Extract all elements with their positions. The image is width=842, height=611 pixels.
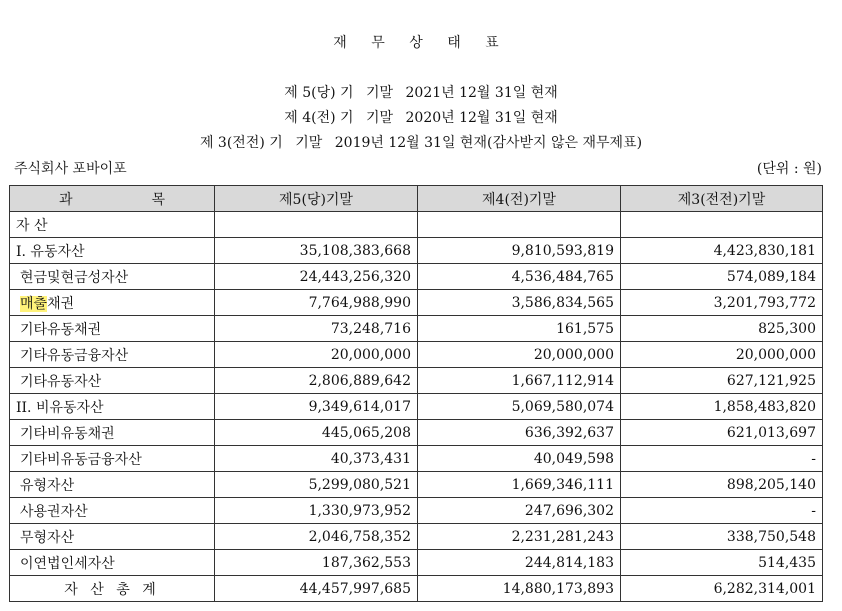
period-term: 기말: [295, 135, 323, 151]
value-current: 24,443,256,320: [215, 264, 418, 290]
value-current: 187,362,553: [215, 550, 418, 576]
period-label: 제 4(전) 기: [284, 110, 354, 126]
document-title: 재 무 상 태 표: [333, 35, 509, 51]
period-prior-prior: [0, 132, 842, 152]
table-row: [10, 446, 823, 472]
table-header-row: [10, 186, 823, 212]
value-current: 9,349,614,017: [215, 394, 418, 420]
value-prior-prior: 3,201,793,772: [621, 290, 823, 316]
row-label: 기타유동자산: [10, 368, 215, 394]
table-row-total: [10, 576, 823, 602]
value-prior: 3,586,834,565: [418, 290, 621, 316]
period-label: 제 5(당) 기: [284, 85, 354, 101]
table-row: [10, 472, 823, 498]
row-label: 무형자산: [10, 524, 215, 550]
value-prior: 14,880,173,893: [418, 576, 621, 602]
value-current: 5,299,080,521: [215, 472, 418, 498]
value-prior-prior: 4,423,830,181: [621, 238, 823, 264]
table-row: [10, 290, 823, 316]
table-row: [10, 524, 823, 550]
value-prior: 5,069,580,074: [418, 394, 621, 420]
table-row: [10, 550, 823, 576]
value-prior: 2,231,281,243: [418, 524, 621, 550]
row-label: 유형자산: [10, 472, 215, 498]
value-prior: [418, 212, 621, 238]
row-label: II. 비유동자산: [10, 394, 215, 420]
value-prior: 1,667,112,914: [418, 368, 621, 394]
unit-label: (단위 : 원): [756, 161, 822, 177]
period-term: 기말: [366, 85, 394, 101]
value-current: 2,806,889,642: [215, 368, 418, 394]
value-prior-prior: 338,750,548: [621, 524, 823, 550]
value-prior: 1,669,346,111: [418, 472, 621, 498]
highlighted-text: 매출: [20, 295, 48, 312]
table-row: [10, 342, 823, 368]
value-current: 20,000,000: [215, 342, 418, 368]
value-prior-prior: 574,089,184: [621, 264, 823, 290]
value-prior: 20,000,000: [418, 342, 621, 368]
value-prior-prior: 1,858,483,820: [621, 394, 823, 420]
value-prior-prior: 627,121,925: [621, 368, 823, 394]
header-col-current: 제5(당)기말: [215, 186, 418, 212]
value-prior: 244,814,183: [418, 550, 621, 576]
value-current: 2,046,758,352: [215, 524, 418, 550]
value-current: 44,457,997,685: [215, 576, 418, 602]
value-prior: 9,810,593,819: [418, 238, 621, 264]
table-row: [10, 394, 823, 420]
value-prior-prior: 20,000,000: [621, 342, 823, 368]
table-row: [10, 420, 823, 446]
period-term: 기말: [366, 110, 394, 126]
period-date: 2021년 12월 31일 현재: [405, 85, 558, 101]
value-current: 445,065,208: [215, 420, 418, 446]
table-row: [10, 212, 823, 238]
value-prior: 247,696,302: [418, 498, 621, 524]
value-prior-prior: 825,300: [621, 316, 823, 342]
row-label: 기타비유동채권: [10, 420, 215, 446]
value-prior-prior: 514,435: [621, 550, 823, 576]
value-prior-prior: -: [621, 498, 823, 524]
row-label: 자 산 총 계: [10, 576, 215, 602]
value-prior: 161,575: [418, 316, 621, 342]
value-prior-prior: 6,282,314,001: [621, 576, 823, 602]
row-label: 사용권자산: [10, 498, 215, 524]
company-name: 주식회사 포바이포: [14, 161, 127, 177]
period-prior: [0, 107, 842, 127]
table-row: [10, 368, 823, 394]
row-label: 자 산: [10, 212, 215, 238]
row-label: 현금및현금성자산: [10, 264, 215, 290]
header-col-prior-prior: 제3(전전)기말: [621, 186, 823, 212]
header-col-prior: 제4(전)기말: [418, 186, 621, 212]
value-current: 40,373,431: [215, 446, 418, 472]
period-current: [0, 82, 842, 102]
value-prior: 40,049,598: [418, 446, 621, 472]
value-prior: 636,392,637: [418, 420, 621, 446]
period-date: 2019년 12월 31일 현재(감사받지 않은 재무제표): [334, 135, 643, 151]
header-subject-a: 과: [59, 191, 73, 208]
value-prior-prior: 621,013,697: [621, 420, 823, 446]
row-label: 기타유동채권: [10, 316, 215, 342]
period-label: 제 3(전전) 기: [199, 135, 283, 151]
value-prior-prior: [621, 212, 823, 238]
value-current: [215, 212, 418, 238]
row-label: 기타비유동금융자산: [10, 446, 215, 472]
row-label: 기타유동금융자산: [10, 342, 215, 368]
value-current: 35,108,383,668: [215, 238, 418, 264]
value-prior-prior: 898,205,140: [621, 472, 823, 498]
row-label: [10, 290, 215, 316]
balance-sheet-table: [9, 185, 823, 602]
row-label-rest: 채권: [47, 295, 75, 312]
value-current: 1,330,973,952: [215, 498, 418, 524]
value-current: 73,248,716: [215, 316, 418, 342]
value-prior-prior: -: [621, 446, 823, 472]
value-prior: 4,536,484,765: [418, 264, 621, 290]
header-subject-b: 목: [151, 191, 165, 208]
header-subject: [10, 186, 215, 212]
table-row: [10, 238, 823, 264]
row-label: I. 유동자산: [10, 238, 215, 264]
table-row: [10, 498, 823, 524]
period-date: 2020년 12월 31일 현재: [405, 110, 558, 126]
table-row: [10, 316, 823, 342]
row-label: 이연법인세자산: [10, 550, 215, 576]
table-row: [10, 264, 823, 290]
value-current: 7,764,988,990: [215, 290, 418, 316]
